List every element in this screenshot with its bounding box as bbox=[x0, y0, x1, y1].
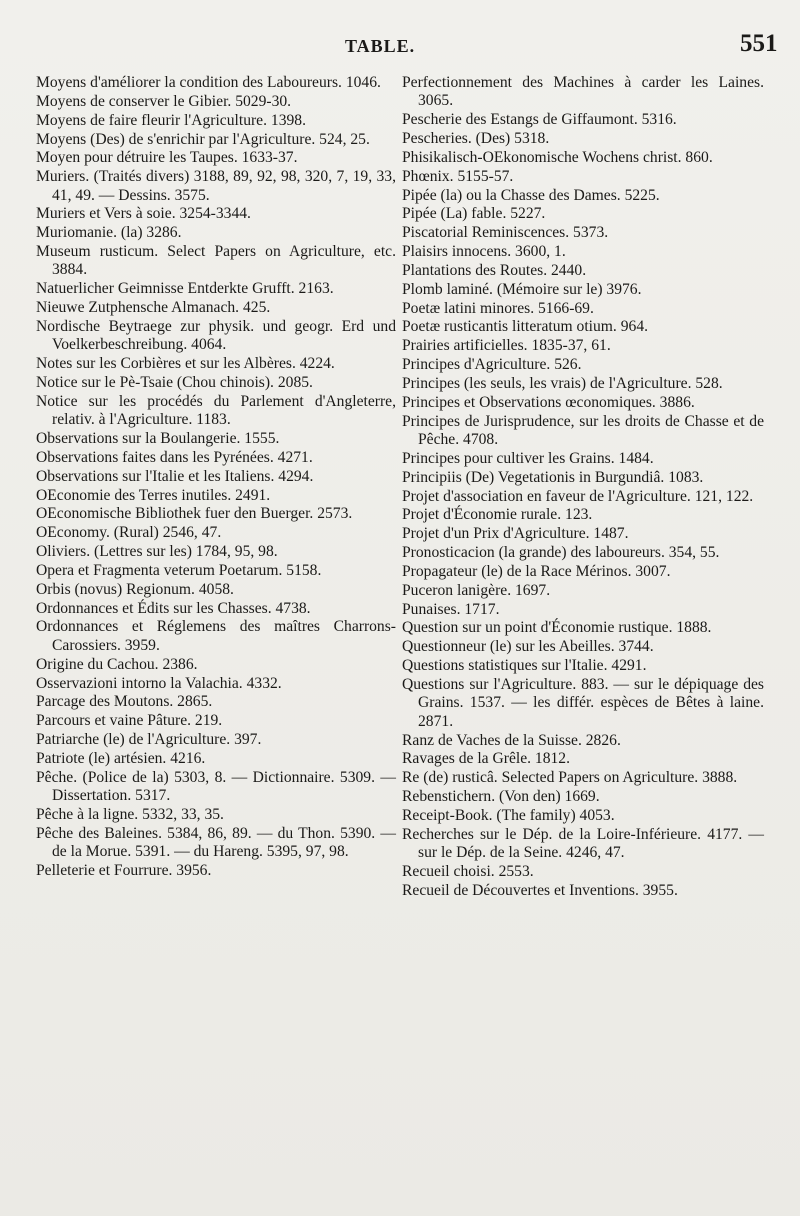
index-entry: Projet d'association en faveur de l'Agriculture. 121, 122. bbox=[402, 487, 754, 505]
index-entry: Ordonnances et Édits sur les Chasses. 4738. bbox=[36, 599, 311, 617]
index-entry: Pêche des Baleines. 5384, 86, 89. — du Thon. 5390. — de la Morue. 5391. — du Hareng. 5395, 97, 98. bbox=[36, 824, 396, 861]
index-entry: Questions sur l'Agriculture. 883. — sur le dépiquage des Grains. 1537. — les différ. espèces de Bêtes à laine. 2871. bbox=[402, 676, 764, 730]
index-column-right bbox=[402, 74, 764, 901]
index-entry: Parcours et vaine Pâture. 219. bbox=[36, 712, 223, 730]
index-entry: Piscatorial Reminiscences. 5373. bbox=[402, 224, 609, 242]
index-entry: Ordonnances et Réglemens des maîtres Charrons-Carossiers. 3959. bbox=[36, 618, 396, 654]
index-entry: Principiis (De) Vegetationis in Burgundiâ. 1083. bbox=[402, 468, 704, 486]
index-entry: Principes (les seuls, les vrais) de l'Agriculture. 528. bbox=[402, 375, 723, 392]
index-entry: OEconomie des Terres inutiles. 2491. bbox=[36, 486, 271, 504]
index-entry: Patriarche (le) de l'Agriculture. 397. bbox=[36, 731, 262, 749]
running-title: TABLE. bbox=[345, 36, 416, 56]
index-entry: Pescherie des Estangs de Giffaumont. 5316. bbox=[402, 111, 677, 129]
index-entry: Receipt-Book. (The family) 4053. bbox=[402, 806, 615, 824]
index-column-left bbox=[36, 74, 396, 881]
index-entry: OEconomy. (Rural) 2546, 47. bbox=[36, 524, 222, 542]
index-entry: Ranz de Vaches de la Suisse. 2826. bbox=[402, 731, 621, 749]
index-entry: Plomb laminé. (Mémoire sur le) 3976. bbox=[402, 280, 642, 298]
index-entry: Observations sur l'Italie et les Italiens. 4294. bbox=[36, 467, 314, 485]
index-entry: Moyens de faire fleurir l'Agriculture. 1398. bbox=[36, 111, 306, 129]
index-entry: Phœnix. 5155-57. bbox=[402, 167, 514, 185]
index-entry: Observations faites dans les Pyrénées. 4271. bbox=[36, 448, 313, 466]
index-entry: Punaises. 1717. bbox=[402, 600, 500, 618]
index-entry: Poetæ latini minores. 5166-69. bbox=[402, 299, 594, 317]
index-entry: Parcage des Moutons. 2865. bbox=[36, 693, 213, 711]
index-entry: Patriote (le) artésien. 4216. bbox=[36, 749, 206, 767]
index-entry: Rebenstichern. (Von den) 1669. bbox=[402, 788, 600, 806]
index-entry: Nordische Beytraege zur physik. und geogr. Erd und Voelkerbeschreibung. 4064. bbox=[36, 317, 396, 354]
index-entry: Pipée (la) ou la Chasse des Dames. 5225. bbox=[402, 186, 660, 204]
index-entry: Pelleterie et Fourrure. 3956. bbox=[36, 861, 212, 879]
index-entry: Muriers et Vers à soie. 3254-3344. bbox=[36, 205, 251, 223]
index-entry: Pêche à la ligne. 5332, 33, 35. bbox=[36, 805, 224, 823]
index-entry: Recherches sur le Dép. de la Loire-Inférieure. 4177. — sur le Dép. de la Seine. 4246, 47. bbox=[402, 825, 764, 862]
index-entry: Pronosticacion (la grande) des laboureurs. 354, 55. bbox=[402, 544, 720, 562]
index-entry: Observations sur la Boulangerie. 1555. bbox=[36, 430, 280, 448]
index-entry: Question sur un point d'Économie rustique. 1888. bbox=[402, 619, 712, 637]
index-entry: Orbis (novus) Regionum. 4058. bbox=[36, 580, 234, 598]
index-entry: OEconomische Bibliothek fuer den Buerger. 2573. bbox=[36, 505, 353, 523]
index-entry: Puceron lanigère. 1697. bbox=[402, 581, 551, 599]
index-entry: Moyens (Des) de s'enrichir par l'Agriculture. 524, 25. bbox=[36, 130, 370, 148]
index-entry: Prairies artificielles. 1835-37, 61. bbox=[402, 337, 611, 355]
index-entry: Questionneur (le) sur les Abeilles. 3744. bbox=[402, 638, 654, 656]
index-entry: Notes sur les Corbières et sur les Albères. 4224. bbox=[36, 355, 335, 373]
index-entry: Notice sur le Pè-Tsaie (Chou chinois). 2085. bbox=[36, 374, 313, 391]
index-entry: Moyens d'améliorer la condition des Laboureurs. 1046. bbox=[36, 74, 381, 91]
index-entry: Principes pour cultiver les Grains. 1484. bbox=[402, 449, 654, 467]
index-entry: Opera et Fragmenta veterum Poetarum. 5158. bbox=[36, 561, 322, 579]
index-entry: Principes de Jurisprudence, sur les droits de Chasse et de Pêche. 4708. bbox=[402, 412, 764, 449]
index-entry: Principes et Observations œconomiques. 3886. bbox=[402, 393, 695, 411]
index-entry: Recueil de Découvertes et Inventions. 3955. bbox=[402, 881, 678, 899]
index-entry: Pipée (La) fable. 5227. bbox=[402, 205, 546, 223]
index-entry: Notice sur les procédés du Parlement d'Angleterre, relativ. à l'Agriculture. 1183. bbox=[36, 392, 396, 429]
index-entry: Pescheries. (Des) 5318. bbox=[402, 130, 550, 148]
index-entry: Ravages de la Grêle. 1812. bbox=[402, 750, 571, 768]
index-entry: Moyen pour détruire les Taupes. 1633-37. bbox=[36, 149, 298, 167]
running-head bbox=[0, 28, 800, 64]
index-entry: Muriers. (Traités divers) 3188, 89, 92, 98, 320, 7, 19, 33, 41, 49. — Dessins. 3575. bbox=[36, 168, 396, 204]
index-entry: Re (de) rusticâ. Selected Papers on Agriculture. 3888. bbox=[402, 769, 738, 787]
index-entry: Pêche. (Police de la) 5303, 8. — Dictionnaire. 5309. — Dissertation. 5317. bbox=[36, 768, 396, 805]
index-entry: Propagateur (le) de la Race Mérinos. 3007. bbox=[402, 562, 671, 580]
index-entry: Recueil choisi. 2553. bbox=[402, 862, 534, 880]
index-entry: Natuerlicher Geimnisse Entderkte Grufft. 2163. bbox=[36, 280, 334, 298]
index-entry: Muriomanie. (la) 3286. bbox=[36, 224, 182, 242]
page-number: 551 bbox=[740, 30, 778, 57]
index-entry: Oliviers. (Lettres sur les) 1784, 95, 98. bbox=[36, 543, 278, 561]
index-entry: Projet d'un Prix d'Agriculture. 1487. bbox=[402, 525, 629, 543]
index-entry: Origine du Cachou. 2386. bbox=[36, 655, 198, 673]
index-entry: Perfectionnement des Machines à carder les Laines. 3065. bbox=[402, 74, 764, 110]
index-entry: Plantations des Routes. 2440. bbox=[402, 261, 587, 279]
index-entry: Museum rusticum. Select Papers on Agriculture, etc. 3884. bbox=[36, 243, 396, 279]
index-entry: Plaisirs innocens. 3600, 1. bbox=[402, 243, 566, 261]
index-entry: Projet d'Économie rurale. 123. bbox=[402, 506, 593, 524]
index-entry: Osservazioni intorno la Valachia. 4332. bbox=[36, 674, 282, 692]
index-entry: Phisikalisch-OEkonomische Wochens christ. 860. bbox=[402, 148, 713, 166]
index-entry: Questions statistiques sur l'Italie. 4291. bbox=[402, 657, 647, 675]
index-entry: Poetæ rusticantis litteratum otium. 964. bbox=[402, 318, 649, 336]
index-entry: Principes d'Agriculture. 526. bbox=[402, 356, 582, 374]
index-entry: Nieuwe Zutphensche Almanach. 425. bbox=[36, 299, 271, 317]
index-entry: Moyens de conserver le Gibier. 5029-30. bbox=[36, 92, 292, 110]
